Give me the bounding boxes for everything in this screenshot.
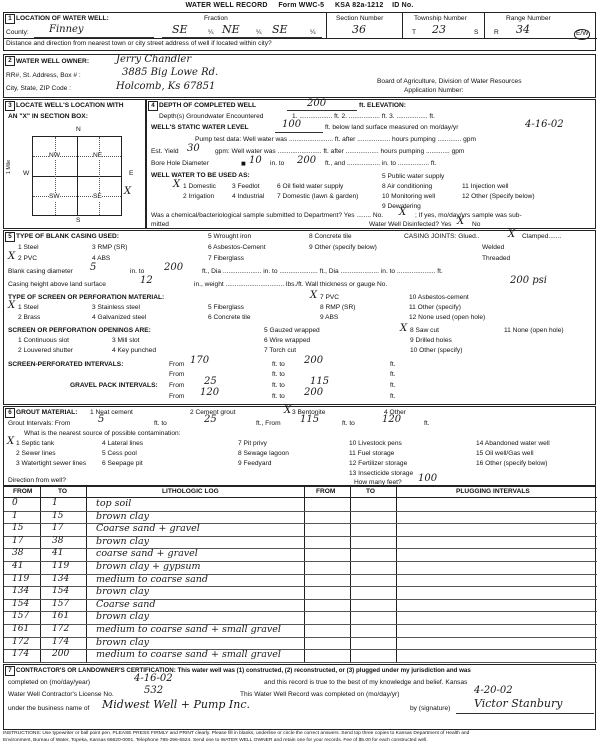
bore-mark-icon: ■ — [241, 159, 246, 168]
section-number: 3 — [5, 101, 15, 111]
section-number: 5 — [5, 232, 15, 242]
screen-abs: 9 ABS — [320, 314, 339, 321]
use-monitoring: 10 Monitoring well — [382, 193, 436, 200]
owner-address: 3885 Big Lowe Rd. — [122, 67, 219, 78]
source-septic: 1 Septic tank — [16, 440, 55, 447]
screen-pvc-x-mark: X — [310, 290, 318, 301]
glued-x-mark: X — [508, 229, 516, 240]
south-label: S — [76, 217, 81, 224]
log-cell-to: 17 — [52, 523, 64, 534]
row-divider — [4, 599, 597, 600]
disinfected-label: Water Well Disinfected? Yes — [369, 221, 452, 228]
log-cell-desc: brown clay + gypsum — [96, 561, 201, 572]
opening-gauzed: 5 Gauzed wrapped — [264, 327, 320, 334]
fraction-label: Fraction — [204, 15, 228, 22]
signature-label: by (signature) — [410, 705, 451, 712]
grout-to-2: 120 — [382, 414, 402, 425]
yield-line: gpm: Well water was ........................ ft. after .................. hours pumping ............. gpm — [215, 148, 465, 155]
opening-continuous: 1 Continuous slot — [18, 337, 69, 344]
city-state-zip-label: City, State, ZIP Code : — [6, 85, 71, 92]
record-completed-label: This Water Well Record was completed on (mo/day/yr) — [240, 691, 400, 698]
casing-wrought-iron: 5 Wrought iron — [208, 233, 252, 240]
pvc-x-mark: X — [8, 251, 16, 262]
chemical-sample-tail: ; If yes, mo/day/yrs sample was sub- — [415, 212, 522, 219]
log-cell-to: 1 — [52, 498, 58, 508]
record-date: 4-20-02 — [474, 685, 513, 696]
location-x-mark: X — [124, 186, 132, 197]
bore-in-to: in. to — [270, 160, 285, 167]
source-livestock: 10 Livestock pens — [349, 440, 402, 447]
chemical-no-x-mark: X — [399, 207, 407, 218]
source-other: 16 Other (specify below) — [476, 460, 548, 467]
casing-height-line: in., weight ................................ lbs./ft. Wall thickness or gauge No. — [194, 281, 388, 288]
east-label: E — [129, 170, 134, 177]
from-label: From — [169, 382, 185, 389]
col-to-plugging: TO — [366, 488, 376, 495]
use-air-conditioning: 8 Air conditioning — [382, 183, 433, 190]
section-7-certification — [3, 664, 596, 730]
source-oil-gas: 15 Oil well/Gas well — [476, 450, 534, 457]
contamination-question: What is the nearest source of possible contamination: — [24, 430, 181, 437]
section-1-location — [3, 12, 596, 51]
yield-value: 30 — [187, 143, 200, 154]
log-cell-from: 38 — [12, 548, 24, 559]
opening-saw-cut: 8 Saw cut — [410, 327, 439, 334]
source-sewer: 2 Sewer lines — [16, 450, 56, 457]
log-cell-to: 134 — [52, 573, 70, 584]
use-other: 12 Other (Specify below) — [462, 193, 535, 200]
nw-quadrant: NW — [49, 152, 60, 159]
log-cell-from: 134 — [12, 586, 30, 597]
pump-test-line: Pump test data: Well water was ........................ ft. after .................. hours pumping ............. gpm — [195, 136, 476, 143]
welded-label: Welded — [482, 244, 505, 251]
opening-torch-cut: 7 Torch cut — [264, 347, 297, 354]
casing-title: TYPE OF BLANK CASING USED: — [16, 233, 119, 240]
range-value: 34 — [516, 23, 530, 36]
casing-other: 9 Other (specify below) — [309, 244, 377, 251]
instructions-line-2: Environment, Bureau of Water, Topeka, Kansas 66620-0001. Telephone 785-296-5524. Send one to WATER WELL OWNER and retain one for your records. Fee of $5.00 for each constructed well. — [3, 738, 428, 743]
casing-steel: 1 Steel — [18, 244, 39, 251]
section-value: 36 — [352, 23, 366, 36]
log-cell-desc: brown clay — [96, 535, 150, 547]
instructions-line-1: INSTRUCTIONS: Use typewriter or ball point pen. PLEASE PRESS FIRMLY and PRINT clearly. Please fill in blanks, underline or circle the correct answers. Send top three copies to Kansas Department of Health and — [3, 731, 470, 736]
use-dewatering: 9 Dewatering — [382, 203, 421, 210]
gravel-pack-label: GRAVEL PACK INTERVALS: — [70, 382, 158, 389]
use-lawn-garden: 7 Domestic (lawn & garden) — [277, 193, 359, 200]
log-cell-to: 174 — [52, 636, 70, 647]
owner-city: Holcomb, Ks 67851 — [116, 81, 216, 92]
row-divider — [4, 536, 597, 537]
form-title: WATER WELL RECORD — [185, 2, 268, 9]
use-injection: 11 Injection well — [462, 183, 509, 190]
screen-steel-x-mark: X — [8, 300, 16, 311]
form-header — [3, 2, 596, 12]
lithologic-log-table — [3, 486, 596, 663]
log-cell-from: 154 — [12, 598, 30, 609]
screen-stainless: 3 Stainless steel — [92, 304, 141, 311]
use-domestic: 1 Domestic — [183, 183, 216, 190]
source-pit-privy: 7 Pit privy — [238, 440, 267, 447]
section-6-grout — [3, 406, 596, 486]
elevation-label: ft. ELEVATION: — [359, 102, 407, 109]
log-cell-from: 1 — [12, 510, 18, 521]
grout-to-1: 25 — [204, 414, 217, 425]
section-label: Section Number — [336, 15, 384, 22]
source-lateral: 4 Lateral lines — [102, 440, 144, 447]
west-label: W — [23, 170, 30, 177]
id-label: ID No. — [392, 2, 414, 9]
screen-intervals-label: SCREEN-PERFORATED INTERVALS: — [8, 361, 124, 368]
screen-galvanized: 4 Galvanized steel — [92, 314, 147, 321]
quarter-1: SE — [172, 23, 188, 36]
screen-other: 11 Other (specify) — [409, 304, 461, 311]
col-lithologic-log: LITHOLOGIC LOG — [162, 488, 219, 495]
how-many-feet-label: How many feet? — [354, 479, 402, 486]
section-number: 6 — [5, 408, 15, 418]
openings-title: SCREEN OR PERFORATION OPENINGS ARE: — [8, 327, 151, 334]
grout-intervals-label: Grout Intervals: From — [8, 420, 71, 427]
casing-joints-label: CASING JOINTS: Glued.. — [404, 233, 480, 240]
quarter-symbol: ¼ — [310, 29, 316, 36]
section-number: 4 — [148, 101, 158, 111]
grout-from-2: 115 — [300, 414, 320, 425]
casing-height-value: 12 — [140, 275, 153, 286]
opening-key-punched: 4 Key punched — [112, 347, 156, 354]
chemical-sample-question: Was a chemical/bacteriological sample submitted to Department? Yes ........ No. — [151, 212, 384, 219]
row-divider — [4, 561, 597, 562]
ne-quadrant: NE — [93, 152, 103, 159]
casing-fiberglass: 7 Fiberglass — [208, 255, 244, 262]
log-cell-to: 157 — [52, 598, 70, 609]
opening-none: 11 None (open hole) — [504, 327, 564, 334]
screen-from: 170 — [190, 355, 210, 366]
business-name: Midwest Well + Pump Inc. — [102, 698, 251, 711]
submitted-text: mitted — [151, 221, 169, 228]
log-cell-from: 172 — [12, 636, 30, 647]
township-prefix: T — [412, 29, 417, 36]
ft-label: ft. — [390, 393, 396, 400]
ft-to-label: ft. to — [342, 420, 355, 427]
quarter-3: SE — [272, 23, 288, 36]
log-cell-to: 41 — [52, 548, 64, 559]
bore-depth: 200 — [297, 155, 317, 166]
se-quadrant: SE — [93, 193, 102, 200]
bore-line: ft., and .................. in. to ................. ft. — [325, 160, 437, 167]
source-fuel: 11 Fuel storage — [349, 450, 395, 457]
log-cell-desc: Coarse sand + gravel — [96, 523, 200, 535]
form-number: Form WWC-5 — [278, 2, 325, 9]
screen-concrete: 6 Concrete tile — [208, 314, 251, 321]
water-well-record-form — [3, 2, 596, 747]
log-cell-desc: brown clay — [96, 586, 150, 598]
section-3-locate — [3, 99, 146, 229]
grout-neat-cement: 1 Neat cement — [90, 409, 133, 416]
north-label: N — [76, 126, 81, 133]
ft-to-label: ft. to — [154, 420, 167, 427]
grout-from-2-label: ft., From — [256, 420, 281, 427]
county-label: County: — [6, 29, 29, 36]
row-divider — [4, 649, 597, 650]
use-label: WELL WATER TO BE USED AS: — [151, 172, 250, 179]
gauge-value: 200 psi — [510, 275, 547, 286]
quarter-2: NE — [222, 23, 240, 36]
section-number: 2 — [5, 56, 15, 66]
grout-other: 4 Other — [384, 409, 406, 416]
col-from-plugging: FROM — [316, 488, 336, 495]
from-label: From — [169, 371, 185, 378]
casing-pvc: 2 PVC — [18, 255, 38, 262]
casing-in-to: in. to — [130, 268, 145, 275]
completed-label: completed on (mo/day/year) — [8, 679, 91, 686]
township-value: 23 — [432, 23, 446, 36]
depth-value: 200 — [307, 98, 327, 109]
ft-label: ft. — [390, 371, 396, 378]
log-cell-from: 0 — [12, 498, 18, 508]
source-fertilizer: 12 Fertilizer storage — [349, 460, 408, 467]
log-cell-desc: medium to coarse sand + small gravel — [96, 649, 281, 661]
casing-rmp: 3 RMP (SR) — [92, 244, 128, 251]
grout-bentonite: 3 Bentonite — [292, 409, 326, 416]
log-cell-from: 161 — [12, 624, 30, 634]
disinfected-yes-x-mark: X — [457, 216, 465, 227]
log-cell-to: 161 — [52, 611, 70, 622]
saw-cut-x-mark: X — [400, 323, 408, 334]
feet-value: 100 — [418, 473, 438, 484]
range-label: Range Number — [506, 15, 551, 22]
direction-label: Direction from well? — [8, 477, 66, 484]
range-prefix: R — [494, 29, 499, 36]
col-plugging-intervals: PLUGGING INTERVALS — [456, 488, 530, 495]
gravel-to-1: 115 — [310, 376, 330, 387]
locate-subtitle: AN "X" IN SECTION BOX: — [8, 113, 88, 120]
casing-height-label: Casing height above land surface — [8, 281, 106, 288]
county-value: Finney — [49, 24, 84, 35]
township-suffix: S — [474, 29, 479, 36]
from-label: From — [169, 393, 185, 400]
certification-text: CONTRACTOR'S OR LANDOWNER'S CERTIFICATION: This water well was (1) constructed, (2) reconstructed, or (3) plugged under my jurisdiction and was — [16, 667, 471, 674]
ft-label: ft. — [424, 420, 430, 427]
log-cell-desc: top soil — [96, 498, 132, 509]
row-divider — [4, 511, 597, 512]
source-abandoned: 14 Abandoned water well — [476, 440, 550, 447]
log-cell-from: 17 — [12, 535, 24, 546]
log-cell-from: 119 — [12, 573, 30, 584]
gravel-to-2: 200 — [304, 387, 324, 398]
bore-diameter: 10 — [249, 155, 262, 166]
distance-label: Distance and direction from nearest town or city street address of well if located within city? — [6, 40, 272, 47]
bore-label: Bore Hole Diameter — [151, 160, 209, 167]
screen-material-title: TYPE OF SCREEN OR PERFORATION MATERIAL: — [8, 294, 165, 301]
casing-asbestos: 6 Asbestos-Cement — [208, 244, 266, 251]
log-cell-desc: Coarse sand — [96, 598, 156, 610]
source-lagoon: 8 Sewage lagoon — [238, 450, 289, 457]
source-cess-pool: 5 Cess pool — [102, 450, 137, 457]
signature: Victor Stanbury — [474, 697, 563, 710]
business-label: under the business name of — [8, 705, 90, 712]
casing-abs: 4 ABS — [92, 255, 111, 262]
quarter-symbol: ¼ — [208, 29, 214, 36]
opening-other: 10 Other (specify) — [410, 347, 463, 354]
source-seepage: 6 Seepage pit — [102, 460, 143, 467]
gravel-from-2: 120 — [200, 387, 220, 398]
owner-name: Jerry Chandler — [116, 54, 192, 65]
disinfected-no: No — [472, 221, 481, 228]
row-divider — [4, 523, 597, 524]
row-divider — [4, 611, 597, 612]
use-domestic-x-mark: X — [173, 179, 181, 190]
row-divider — [4, 586, 597, 587]
groundwater-label: Depth(s) Groundwater Encountered — [159, 113, 264, 120]
log-cell-desc: medium to coarse sand + small gravel — [96, 624, 281, 635]
grout-from-1: 5 — [98, 414, 105, 425]
mile-label: 1 Mile — [6, 160, 12, 174]
log-cell-to: 172 — [52, 624, 70, 634]
screen-fiberglass: 5 Fiberglass — [208, 304, 244, 311]
use-irrigation: 2 Irrigation — [183, 193, 215, 200]
application-number-label: Application Number: — [404, 87, 464, 94]
log-cell-to: 154 — [52, 586, 70, 597]
groundwater-blanks: 1. .................. ft. 2. ................. ft. 3. ................. ft. — [292, 113, 435, 120]
completed-tail: and this record is true to the best of my knowledge and belief. Kansas — [264, 679, 468, 686]
log-cell-from: 15 — [12, 523, 24, 534]
source-insecticide: 13 Insecticide storage — [349, 470, 414, 477]
casing-concrete: 8 Concrete tile — [309, 233, 352, 240]
bentonite-x-mark: X — [284, 405, 292, 416]
yield-label: Est. Yield — [151, 148, 179, 155]
use-industrial: 4 Industrial — [232, 193, 265, 200]
opening-drilled: 9 Drilled holes — [410, 337, 452, 344]
ft-to-label: ft. to — [272, 361, 285, 368]
log-cell-from: 157 — [12, 611, 30, 622]
static-level-text: ft. below land surface measured on mo/day/yr — [325, 124, 459, 131]
log-cell-to: 15 — [52, 510, 64, 521]
ft-to-label: ft. to — [272, 371, 285, 378]
row-divider — [4, 624, 597, 625]
row-divider — [4, 662, 597, 663]
casing-diameter-value: 5 — [90, 262, 97, 273]
section-4-depth — [146, 99, 596, 229]
owner-label: WATER WELL OWNER: — [16, 58, 90, 65]
row-divider — [4, 548, 597, 549]
septic-x-mark: X — [7, 436, 15, 447]
log-cell-to: 119 — [52, 561, 70, 571]
board-text: Board of Agriculture, Division of Water Resources — [377, 78, 522, 85]
license-number: 532 — [144, 685, 164, 696]
sw-quadrant: SW — [49, 193, 60, 200]
static-level-label: WELL'S STATIC WATER LEVEL — [151, 124, 249, 131]
screen-none: 12 None used (open hole) — [409, 314, 486, 321]
section-5-casing — [3, 230, 596, 405]
locate-title: LOCATE WELL'S LOCATION WITH — [16, 102, 124, 109]
grout-material-label: GROUT MATERIAL: — [16, 409, 78, 416]
location-title: LOCATION OF WATER WELL: — [16, 15, 109, 22]
log-cell-from: 174 — [12, 649, 30, 660]
opening-wire-wrapped: 6 Wire wrapped — [264, 337, 311, 344]
row-divider — [4, 637, 597, 638]
casing-diameter-label: Blank casing diameter — [8, 268, 73, 275]
threaded-label: Threaded — [482, 255, 511, 262]
casing-diameter-line: ft., Dia ..................... in. to ..................... ft., Dia ..................... in. to ..................... ft. — [202, 268, 443, 275]
row-divider — [4, 574, 597, 575]
screen-steel: 1 Steel — [18, 304, 39, 311]
screen-brass: 2 Brass — [18, 314, 41, 321]
depth-label: DEPTH OF COMPLETED WELL — [159, 102, 257, 109]
static-level-date: 4-16-02 — [525, 119, 564, 130]
township-label: Township Number — [414, 15, 467, 22]
col-from: FROM — [13, 488, 33, 495]
ft-label: ft. — [390, 361, 396, 368]
log-cell-to: 38 — [52, 535, 64, 546]
section-number: 7 — [5, 666, 15, 676]
log-cell-desc: coarse sand + gravel — [96, 548, 198, 560]
ksa-reference: KSA 82a-1212 — [335, 2, 384, 9]
ft-label: ft. — [390, 382, 396, 389]
opening-mill-slot: 3 Mill slot — [112, 337, 140, 344]
use-oilfield: 6 Oil field water supply — [277, 183, 344, 190]
from-label: From — [169, 361, 185, 368]
static-level-value: 100 — [282, 119, 302, 130]
log-cell-desc: medium to coarse sand — [96, 573, 208, 585]
use-feedlot: 3 Feedlot — [232, 183, 260, 190]
log-cell-to: 200 — [52, 649, 70, 660]
gravel-from-1: 25 — [204, 376, 217, 387]
casing-depth-value: 200 — [164, 262, 184, 273]
log-cell-from: 41 — [12, 561, 24, 571]
source-feedyard: 9 Feedyard — [238, 460, 272, 467]
grout-cement-grout: 2 Cement grout — [190, 409, 236, 416]
screen-pvc: 7 PVC — [320, 294, 340, 301]
opening-louvered: 2 Louvered shutter — [18, 347, 73, 354]
quarter-symbol: ¼ — [256, 29, 262, 36]
log-cell-desc: brown clay — [96, 510, 150, 522]
clamped-label: Clamped....... — [522, 233, 562, 240]
screen-rmp: 8 RMP (SR) — [320, 304, 356, 311]
section-number: 1 — [5, 14, 15, 24]
completed-date: 4-16-02 — [134, 673, 173, 684]
log-cell-desc: brown clay — [96, 611, 150, 623]
east-west-circle: E/W — [574, 29, 590, 40]
col-to: TO — [58, 488, 68, 495]
log-cell-desc: brown clay — [96, 636, 150, 648]
source-watertight: 3 Watertight sewer lines — [16, 460, 87, 467]
screen-asbestos: 10 Asbestos-cement — [409, 294, 469, 301]
ft-to-label: ft. to — [272, 393, 285, 400]
section-2-owner — [3, 54, 596, 98]
section-grid — [32, 136, 122, 216]
address-label: RR#, St. Address, Box # : — [6, 72, 81, 79]
screen-to: 200 — [304, 355, 324, 366]
ft-to-label: ft. to — [272, 382, 285, 389]
license-label: Water Well Contractor's License No. — [8, 691, 114, 698]
use-public: 5 Public water supply — [382, 173, 445, 180]
